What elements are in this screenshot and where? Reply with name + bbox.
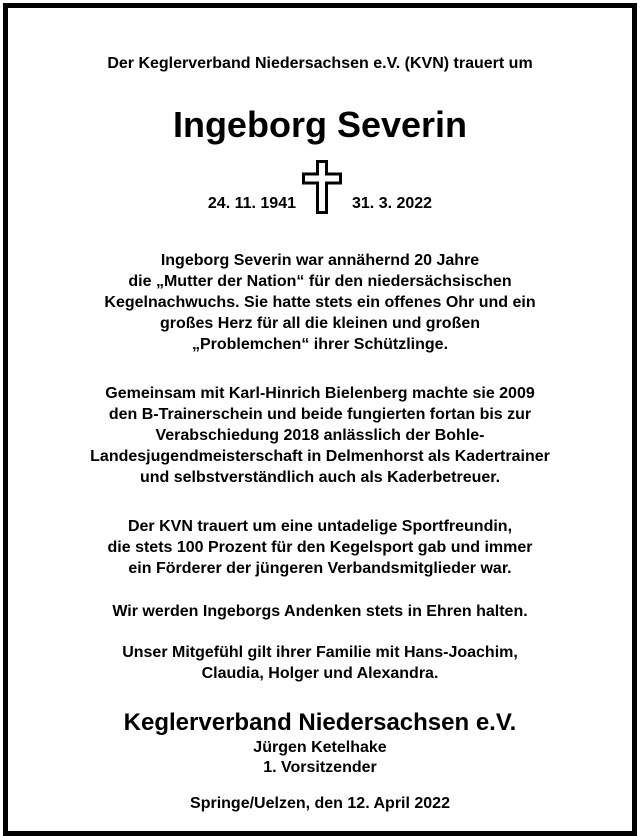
text-line: die stets 100 Prozent für den Kegelsport gab und immer: [107, 539, 533, 556]
latin-cross-icon: [302, 160, 342, 214]
paragraph-condolence: [8, 642, 632, 684]
signer-name: Jürgen Ketelhake: [253, 739, 387, 756]
text-line: „Problemchen“ ihrer Schützlinge.: [191, 336, 449, 353]
intro-line: Der Keglerverband Niedersachsen e.V. (KVN) trauert um: [107, 55, 533, 72]
life-dates: [8, 160, 632, 216]
signer-title: 1. Vorsitzender: [263, 759, 377, 776]
text-line: Der KVN trauert um eine untadelige Sportfreundin,: [127, 518, 513, 535]
paragraph-mourning: [8, 516, 632, 579]
place-and-date: Springe/Uelzen, den 12. April 2022: [190, 795, 450, 812]
obituary-notice: [3, 3, 637, 836]
death-date: 31. 3. 2022: [352, 195, 433, 212]
text-line: Verabschiedung 2018 anlässlich der Bohle-: [155, 427, 485, 444]
text-line: Wir werden Ingeborgs Andenken stets in Ehren halten.: [112, 603, 528, 620]
text-line: Landesjugendmeisterschaft in Delmenhorst als Kadertrainer: [90, 448, 550, 465]
paragraph-tribute: [8, 250, 632, 355]
text-line: Claudia, Holger und Alexandra.: [201, 665, 439, 682]
paragraph-remembrance: [8, 601, 632, 622]
text-line: großes Herz für all die kleinen und großen: [159, 315, 481, 332]
signature-block: [8, 738, 632, 778]
text-line: und selbstverständlich auch als Kaderbetreuer.: [139, 469, 501, 486]
text-line: den B-Trainerschein und beide fungierten fortan bis zur: [108, 406, 532, 423]
text-line: Kegelnachwuchs. Sie hatte stets ein offenes Ohr und ein: [104, 294, 536, 311]
text-line: ein Förderer der jüngeren Verbandsmitglieder war.: [128, 560, 512, 577]
text-line: Gemeinsam mit Karl-Hinrich Bielenberg machte sie 2009: [105, 385, 535, 402]
text-line: Unser Mitgefühl gilt ihrer Familie mit Hans-Joachim,: [122, 644, 518, 661]
text-line: Ingeborg Severin war annähernd 20 Jahre: [160, 252, 480, 269]
organization-name: Keglerverband Niedersachsen e.V.: [123, 709, 517, 736]
paragraph-career: [8, 383, 632, 488]
text-line: die „Mutter der Nation“ für den niedersächsischen: [128, 273, 512, 290]
birth-date: 24. 11. 1941: [207, 195, 296, 212]
deceased-name: Ingeborg Severin: [172, 104, 468, 145]
